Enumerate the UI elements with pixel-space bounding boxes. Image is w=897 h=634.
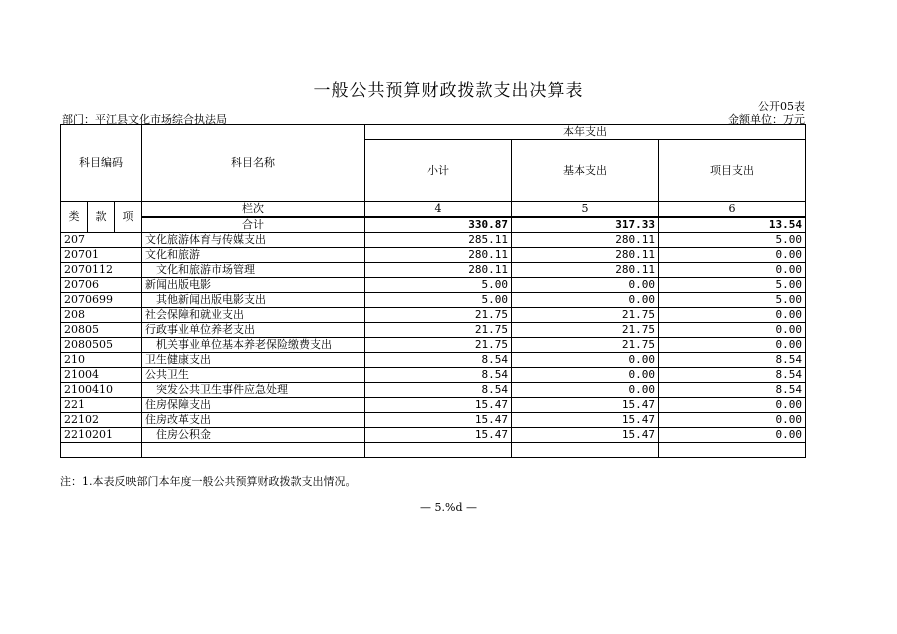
row-name: 其他新闻出版电影支出 [142, 293, 365, 308]
document-title: 一般公共预算财政拨款支出决算表 [313, 81, 584, 101]
header-basic: 基本支出 [512, 140, 659, 202]
unit-label: 金额单位：万元 [728, 113, 805, 126]
form-number: 公开05表 [758, 100, 805, 113]
table-row [61, 278, 806, 293]
row-subtotal: 21.75 [365, 308, 512, 323]
header-current-year: 本年支出 [365, 125, 806, 140]
row-name: 文化和旅游市场管理 [142, 263, 365, 278]
row-name: 行政事业单位养老支出 [142, 323, 365, 338]
header-subject-name: 科目名称 [142, 125, 365, 202]
row-subtotal: 15.47 [365, 413, 512, 428]
total-subtotal: 330.87 [365, 217, 512, 233]
total-basic: 317.33 [512, 217, 659, 233]
row-name: 住房公积金 [142, 428, 365, 443]
row-project: 5.00 [659, 293, 806, 308]
table-row-blank [61, 443, 806, 458]
row-name: 文化和旅游 [142, 248, 365, 263]
row-name: 机关事业单位基本养老保险缴费支出 [142, 338, 365, 353]
row-project: 8.54 [659, 368, 806, 383]
header-kuan: 款 [88, 202, 115, 233]
row-name: 社会保障和就业支出 [142, 308, 365, 323]
row-subtotal: 8.54 [365, 383, 512, 398]
row-code: 20706 [61, 278, 142, 293]
row-project: 0.00 [659, 398, 806, 413]
table-row [61, 233, 806, 248]
row-name: 公共卫生 [142, 368, 365, 383]
page-footer: — 5.%d — [420, 501, 477, 514]
row-subtotal: 285.11 [365, 233, 512, 248]
row-project: 0.00 [659, 428, 806, 443]
row-code: 208 [61, 308, 142, 323]
header-subtotal: 小计 [365, 140, 512, 202]
header-col4: 4 [365, 202, 512, 218]
total-project: 13.54 [659, 217, 806, 233]
row-basic: 280.11 [512, 263, 659, 278]
row-project: 8.54 [659, 383, 806, 398]
table-row [61, 263, 806, 278]
row-project: 8.54 [659, 353, 806, 368]
header-subject-code: 科目编码 [61, 125, 142, 202]
row-name: 住房改革支出 [142, 413, 365, 428]
row-subtotal: 15.47 [365, 428, 512, 443]
header-column-no: 栏次 [142, 202, 365, 218]
table-row [61, 308, 806, 323]
row-code: 2210201 [61, 428, 142, 443]
expenditure-table [60, 124, 806, 458]
table-row [61, 248, 806, 263]
row-basic: 0.00 [512, 383, 659, 398]
row-project: 0.00 [659, 263, 806, 278]
header-col6: 6 [659, 202, 806, 218]
table-row [61, 368, 806, 383]
row-basic: 0.00 [512, 353, 659, 368]
row-basic: 15.47 [512, 413, 659, 428]
row-code: 210 [61, 353, 142, 368]
row-subtotal: 8.54 [365, 353, 512, 368]
row-code: 2080505 [61, 338, 142, 353]
row-subtotal: 5.00 [365, 278, 512, 293]
header-lei: 类 [61, 202, 88, 233]
row-basic: 0.00 [512, 293, 659, 308]
row-project: 0.00 [659, 323, 806, 338]
row-code: 21004 [61, 368, 142, 383]
table-row [61, 338, 806, 353]
table-row [61, 383, 806, 398]
row-basic: 280.11 [512, 248, 659, 263]
row-name: 新闻出版电影 [142, 278, 365, 293]
row-code: 2070699 [61, 293, 142, 308]
row-basic: 21.75 [512, 338, 659, 353]
row-basic: 280.11 [512, 233, 659, 248]
row-subtotal: 8.54 [365, 368, 512, 383]
row-basic: 15.47 [512, 428, 659, 443]
row-subtotal: 21.75 [365, 338, 512, 353]
row-subtotal: 5.00 [365, 293, 512, 308]
row-project: 0.00 [659, 413, 806, 428]
table-row [61, 293, 806, 308]
row-project: 5.00 [659, 233, 806, 248]
table-row [61, 353, 806, 368]
row-subtotal: 280.11 [365, 263, 512, 278]
row-code: 207 [61, 233, 142, 248]
row-subtotal: 21.75 [365, 323, 512, 338]
row-basic: 21.75 [512, 308, 659, 323]
row-code: 2100410 [61, 383, 142, 398]
row-subtotal: 15.47 [365, 398, 512, 413]
row-subtotal: 280.11 [365, 248, 512, 263]
header-project: 项目支出 [659, 140, 806, 202]
header-xiang: 项 [115, 202, 142, 233]
row-basic: 0.00 [512, 368, 659, 383]
row-code: 221 [61, 398, 142, 413]
row-project: 0.00 [659, 308, 806, 323]
table-row [61, 323, 806, 338]
row-project: 5.00 [659, 278, 806, 293]
row-code: 22102 [61, 413, 142, 428]
row-project: 0.00 [659, 338, 806, 353]
header-col5: 5 [512, 202, 659, 218]
row-project: 0.00 [659, 248, 806, 263]
total-label: 合计 [142, 217, 365, 233]
row-basic: 15.47 [512, 398, 659, 413]
row-name: 住房保障支出 [142, 398, 365, 413]
row-code: 2070112 [61, 263, 142, 278]
row-code: 20805 [61, 323, 142, 338]
row-code: 20701 [61, 248, 142, 263]
department-label: 部门：平江县文化市场综合执法局 [62, 113, 227, 126]
table-row [61, 398, 806, 413]
row-name: 文化旅游体育与传媒支出 [142, 233, 365, 248]
table-row [61, 428, 806, 443]
table-row [61, 413, 806, 428]
table-note: 注：1.本表反映部门本年度一般公共预算财政拨款支出情况。 [60, 475, 357, 488]
row-basic: 0.00 [512, 278, 659, 293]
row-name: 突发公共卫生事件应急处理 [142, 383, 365, 398]
row-basic: 21.75 [512, 323, 659, 338]
row-name: 卫生健康支出 [142, 353, 365, 368]
